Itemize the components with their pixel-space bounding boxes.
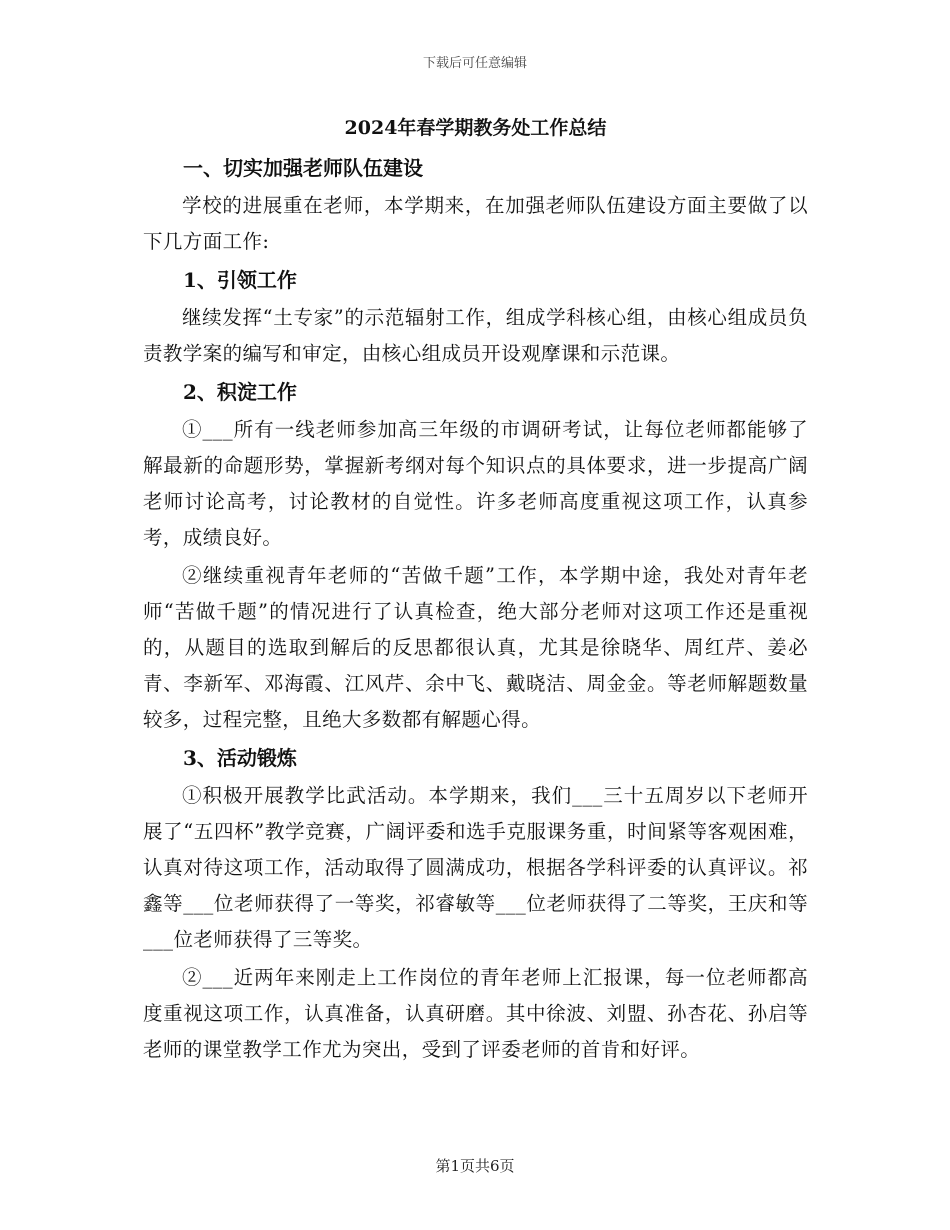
- intro-paragraph: 学校的进展重在老师，本学期来，在加强老师队伍建设方面主要做了以下几方面工作:: [143, 194, 808, 253]
- subsection-heading-1: 1、引领工作: [183, 268, 297, 292]
- document-title: 2024年春学期教务处工作总结: [344, 117, 607, 139]
- paragraph-accumulation-2: ②继续重视青年老师的“苦做千题”工作，本学期中途，我处对青年老师“苦做千题”的情况进行了认真检查，绝大部分老师对这项工作还是重视的，从题目的选取到解后的反思都很认真，尤其是徐晓华、周红芹、姜必青、李新军、邓海霞、江风芹、余中飞、戴晓洁、周金金。等老师解题数量较多，过程完整，且绝大多数都有解题心得。: [143, 564, 808, 731]
- section-heading-1: 一、切实加强老师队伍建设: [183, 156, 423, 180]
- header-note: 下载后可任意编辑: [422, 56, 527, 71]
- subsection-heading-2: 2、积淀工作: [183, 380, 297, 404]
- paragraph-guidance: 继续发挥“土专家”的示范辐射工作，组成学科核心组，由核心组成员负责教学案的编写和审定，由核心组成员开设观摩课和示范课。: [143, 306, 808, 365]
- paragraph-activity-2: ②___近两年来刚走上工作岗位的青年老师上汇报课，每一位老师都高度重视这项工作，认真准备，认真研磨。其中徐波、刘盟、孙杏花、孙启等老师的课堂教学工作尤为突出，受到了评委老师的首肯和好评。: [143, 966, 808, 1061]
- subsection-heading-3: 3、活动锻炼: [183, 746, 297, 770]
- document-body: [143, 104, 808, 1070]
- paragraph-accumulation-1: ①___所有一线老师参加高三年级的市调研考试，让每位老师都能够了解最新的命题形势，掌握新考纲对每个知识点的具体要求，进一步提高广阔老师讨论高考，讨论教材的自觉性。许多老师高度重视这项工作，认真参考，成绩良好。: [143, 418, 808, 549]
- page-number-footer: 第1页共6页: [435, 1157, 515, 1175]
- paragraph-activity-1: ①积极开展教学比武活动。本学期来，我们___三十五周岁以下老师开展了“五四杯”教学竞赛，广阔评委和选手克服课务重，时间紧等客观困难，认真对待这项工作，活动取得了圆满成功，根据各学科评委的认真评议。祁鑫等___位老师获得了一等奖，祁睿敏等___位老师获得了二等奖，王庆和等___位老师获得了三等奖。: [143, 784, 808, 951]
